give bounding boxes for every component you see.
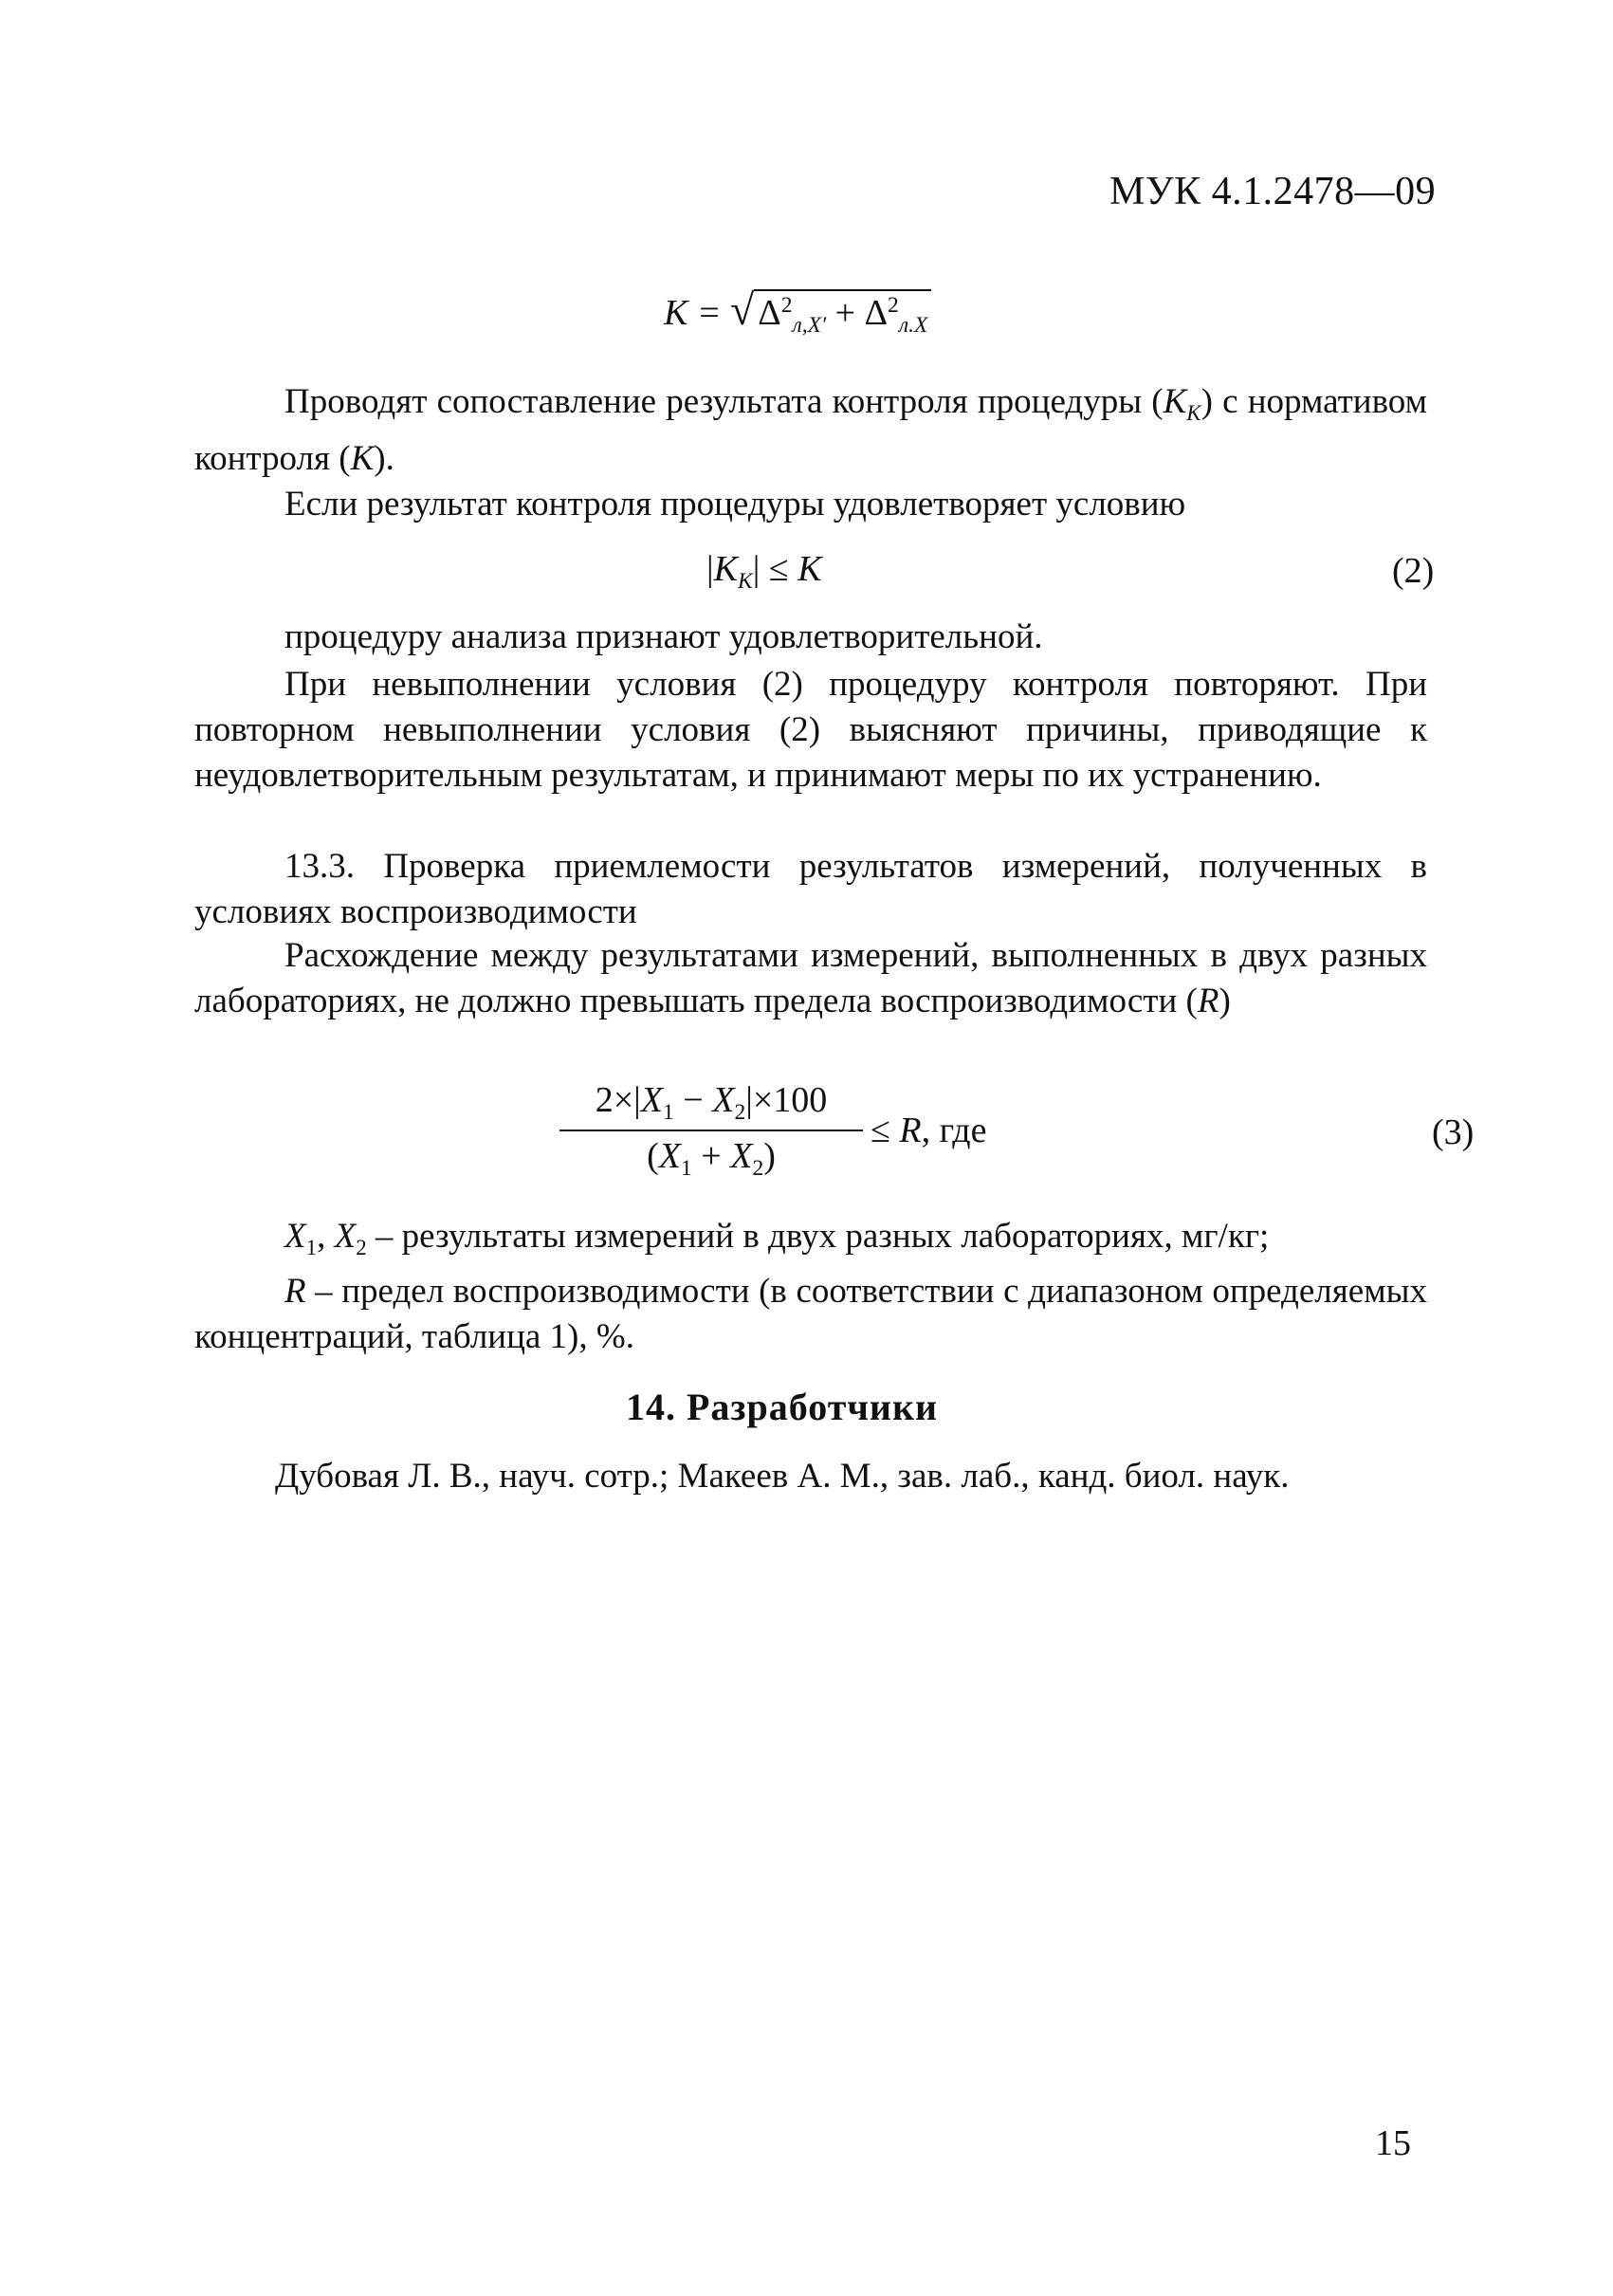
section-14-heading: 14. Разработчики [626, 1386, 939, 1428]
paragraph-comparison: Проводят сопоставление результата контроля процедуры $(K_K)$ с нормативом контроля (K). [194, 382, 1427, 479]
formula3-relation: ≤ R, где [871, 1111, 987, 1150]
paragraph-x-definition: $X_1$, $X_2$ – результаты измерений в двух разных лабораториях, мг/кг; [284, 1217, 1270, 1260]
formula1-lhs: K = [664, 293, 722, 333]
section-14-authors: Дубовая Л. В., науч. сотр.; Макеев А. М., зав. лаб., канд. биол. наук. [275, 1457, 1290, 1496]
document-code: МУК 4.1.2478—09 [1109, 170, 1437, 213]
paragraph-r-definition: R – предел воспроизводимости (в соответствии с диапазоном определяемых концентраций, таблица 1), %. [194, 1272, 1427, 1356]
sqrt-radicand: $\Delta^2_{л,X'} + \Delta^2_{л.X}$ [754, 289, 931, 333]
fraction-numerator: $2\times|X_1 - X_2|\times 100$ [559, 1079, 863, 1131]
formula-reproducibility [559, 1079, 863, 1182]
fraction-denominator: $(X_1 + X_2)$ [647, 1136, 776, 1182]
paragraph-repeat-control: При невыполнении условия (2) процедуру контроля повторяют. При повторном невыполнении условия (2) выясняют причины, приводящие к неудовлетворительным результатам, и принимают меры по их устранению. [194, 665, 1427, 795]
paragraph-discrepancy: Расхождение между результатами измерений, выполненных в двух разных лабораториях, не должно превышать предела воспроизводимости (R) [194, 936, 1427, 1020]
paragraph-satisfactory: процедуру анализа признают удовлетворительной. [284, 617, 1043, 656]
page-number: 15 [1375, 2123, 1411, 2163]
equation-number-2: (2) [1392, 551, 1435, 591]
paragraph-section-13-3: 13.3. Проверка приемлемости результатов измерений, полученных в условиях воспроизводимости [194, 847, 1427, 931]
sqrt-sign: √ [730, 285, 755, 334]
paragraph-condition-intro: Если результат контроля процедуры удовлетворяет условию [284, 485, 1186, 523]
formula-k-definition [664, 285, 931, 339]
formula-condition: $|K_K| \le K$ [706, 549, 822, 595]
equation-number-3: (3) [1432, 1112, 1475, 1152]
